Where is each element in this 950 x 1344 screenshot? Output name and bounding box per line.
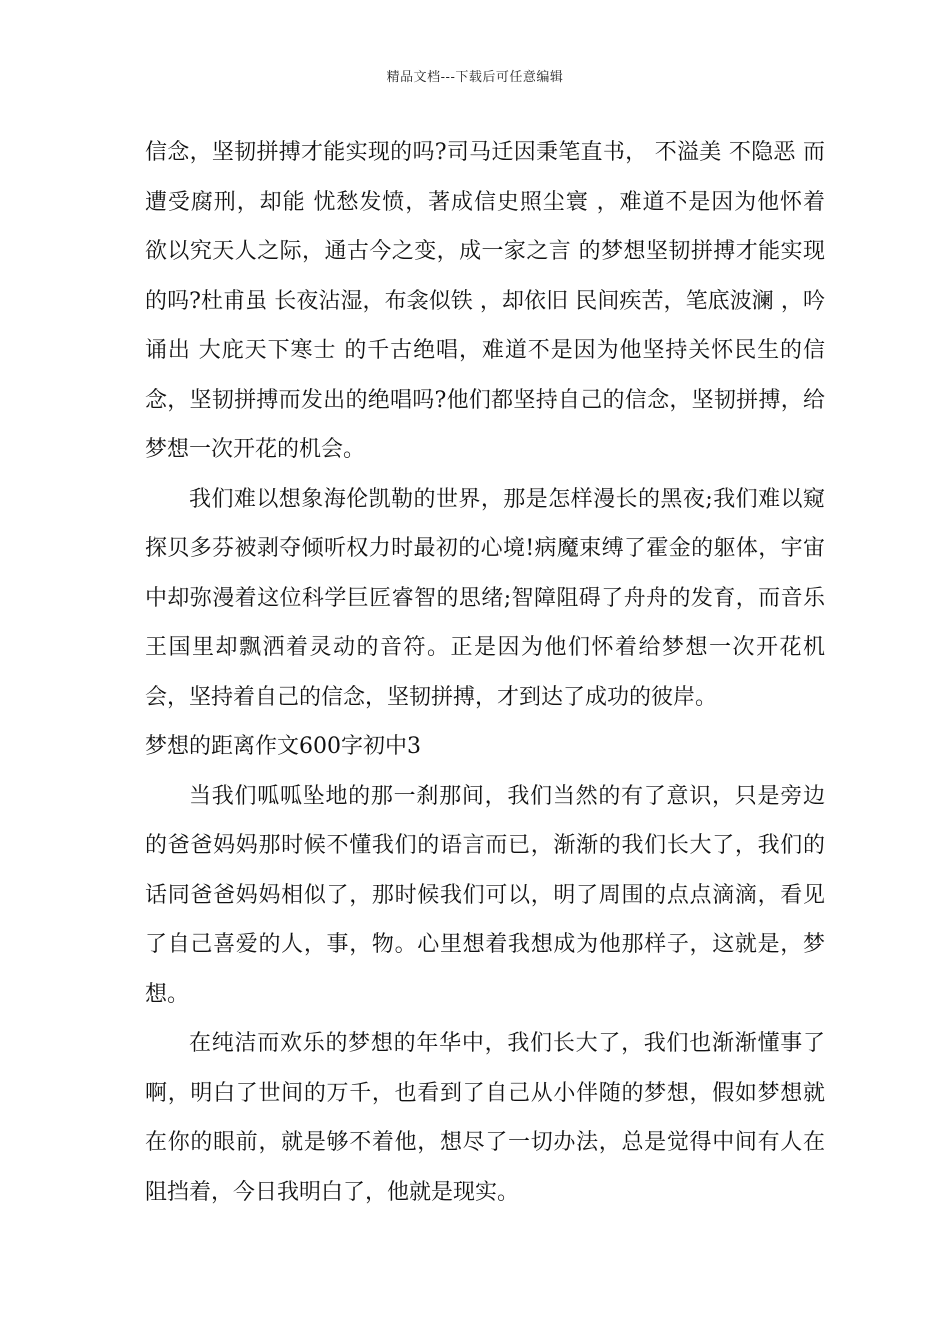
paragraph-4: 在纯洁而欢乐的梦想的年华中，我们长大了，我们也渐渐懂事了啊，明白了世间的万千，也看到了自己从小伴随的梦想，假如梦想就在你的眼前，就是够不着他，想尽了一切办法，总是觉得中间有人在阻挡着，今日我明白了，他就是现实。 (145, 1031, 825, 1205)
document-body (145, 128, 825, 1217)
section-heading: 梦想的距离作文600字初中3 (145, 734, 421, 759)
paragraph-3: 当我们呱呱坠地的那一刹那间，我们当然的有了意识，只是旁边的爸爸妈妈那时候不懂我们的语言而已，渐渐的我们长大了，我们的话同爸爸妈妈相似了，那时候我们可以，明了周围的点点滴滴，看见了自己喜爱的人，事，物。心里想着我想成为他那样子，这就是，梦想。 (145, 783, 825, 1007)
page-header: 精品文档---下载后可任意编辑 (386, 70, 564, 85)
paragraph-1: 信念，坚韧拼搏才能实现的吗?司马迁因秉笔直书， 不溢美 不隐恶 而遭受腐刑，却能 忧愁发愤，著成信史照尘寰 ，难道不是因为他怀着 欲以究天人之际，通古今之变，成一家之言 的梦想坚韧拼搏才能实现的吗?杜甫虽 长夜沾湿，布衾似铁 ，却依旧 民间疾苦，笔底波澜 ，吟诵出 大庇天下寒士 的千古绝唱，难道不是因为他坚持关怀民生的信念，坚韧拼搏而发出的绝唱吗?他们都坚持自己的信念，坚韧拼搏，给梦想一次开花的机会。 (145, 140, 825, 462)
paragraph-2: 我们难以想象海伦凯勒的世界，那是怎样漫长的黑夜;我们难以窥探贝多芬被剥夺倾听权力时最初的心境!病魔束缚了霍金的躯体，宇宙中却弥漫着这位科学巨匠睿智的思绪;智障阻碍了舟舟的发育，而音乐王国里却飘洒着灵动的音符。正是因为他们怀着给梦想一次开花机会，坚持着自己的信念，坚韧拼搏，才到达了成功的彼岸。 (145, 486, 825, 710)
